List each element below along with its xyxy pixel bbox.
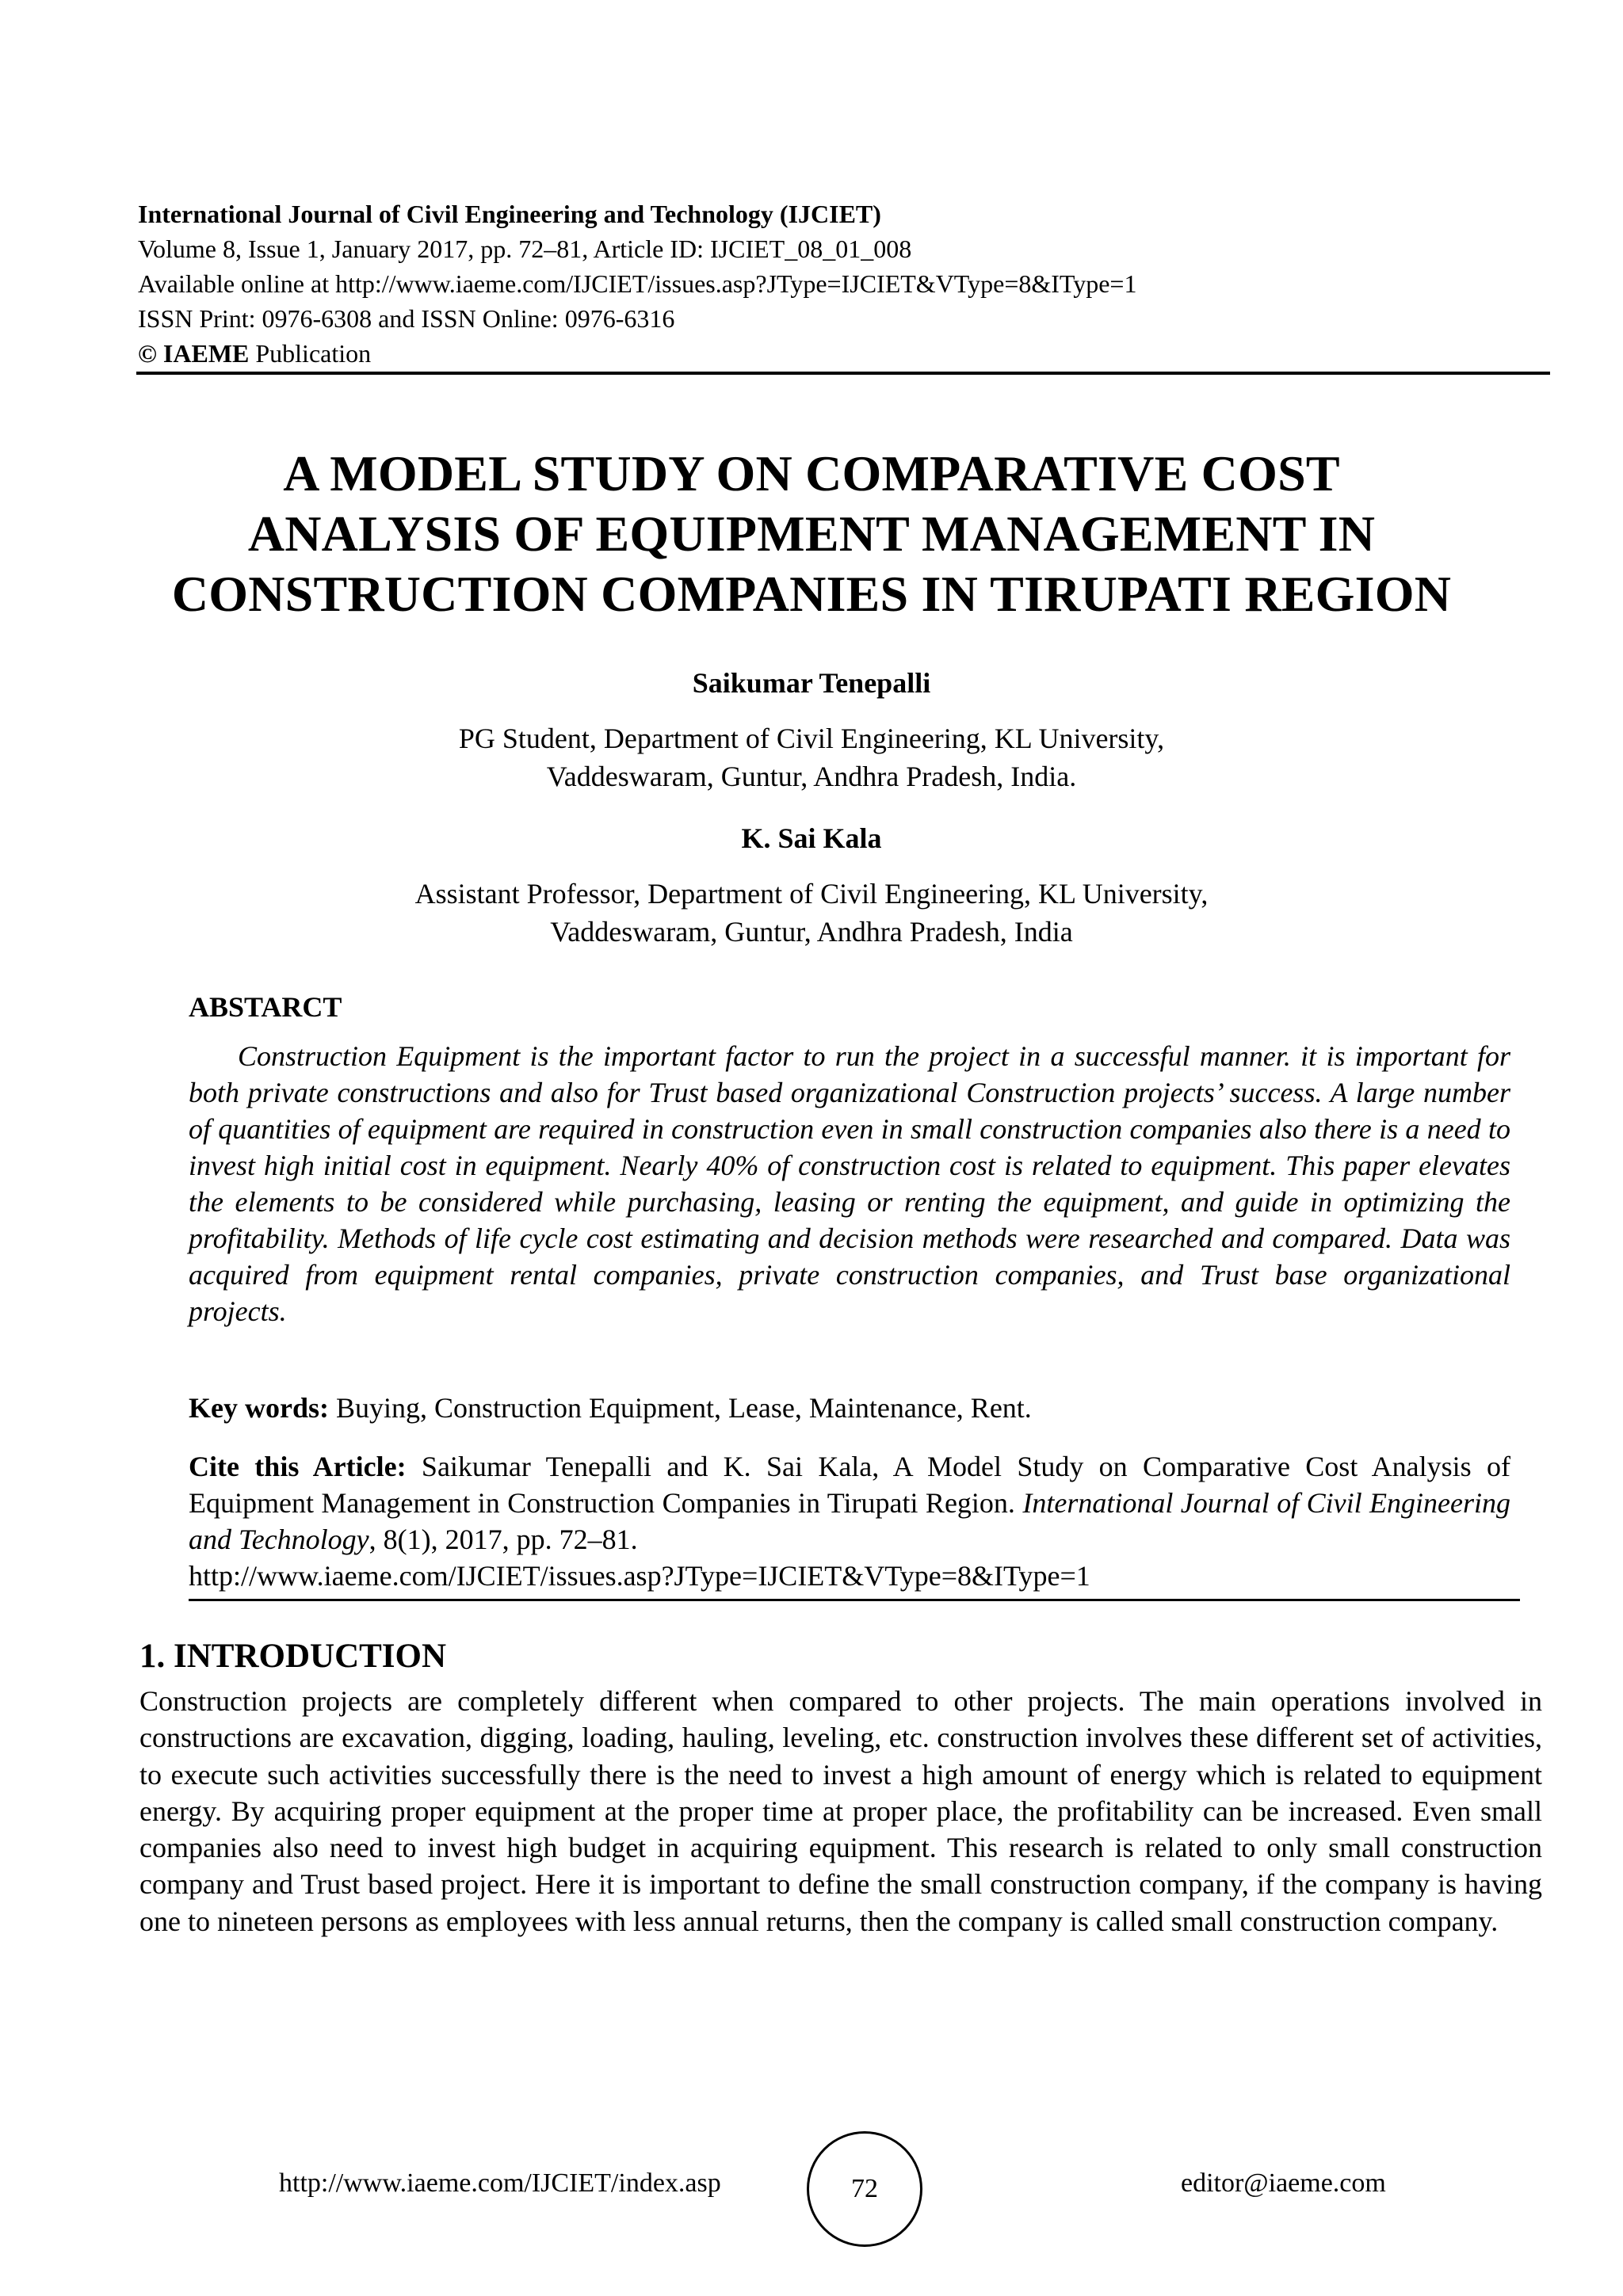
cite-label: Cite this Article: [189,1451,407,1482]
author-name: Saikumar Tenepalli [692,667,931,699]
author-affiliation-line-2: Vaddeswaram, Guntur, Andhra Pradesh, India. [546,761,1077,792]
cite-this-article [189,1448,1510,1558]
journal-header [138,196,1533,371]
journal-name: International Journal of Civil Engineering and Technology (IJCIET) [138,200,881,228]
author-name: K. Sai Kala [741,822,882,854]
header-divider [136,372,1550,375]
footer-email-link[interactable]: editor@iaeme.com [1181,2168,1386,2198]
cite-url-link[interactable]: http://www.iaeme.com/IJCIET/issues.asp?JType=IJCIET&VType=8&IType=1 [189,1560,1090,1592]
paper-title [95,444,1528,624]
title-line-2: ANALYSIS OF EQUIPMENT MANAGEMENT IN [247,505,1376,562]
publisher-name: IAEME [162,339,250,368]
issn-line: ISSN Print: 0976-6308 and ISSN Online: 0976-6316 [138,304,675,333]
publisher-suffix: Publication [249,339,372,368]
copyright-symbol: © [138,339,157,368]
footer-url-link[interactable]: http://www.iaeme.com/IJCIET/index.asp [279,2168,721,2198]
page-number: 72 [851,2174,878,2203]
introduction-body: Construction projects are completely different when compared to other projects. The main operations involved in constructions are excavation, digging, loading, hauling, leveling, etc. construction involves these different set of activities, to execute such activities successfully there is the need to invest a high amount of energy which is related to equipment energy. By acquiring proper equipment at the proper time at proper place, the profitability can be increased. Even small companies also need to invest high budget in acquiring equipment. This research is related to only small construction company and Trust based project. Here it is important to define the small construction company, if the company is having one to nineteen persons as employees with less annual returns, then the company is called small construction company. [139,1685,1542,1937]
cite-journal: International Journal of Civil Engineering and Technology [189,1487,1511,1555]
author-affiliation-line-1: Assistant Professor, Department of Civil Engineering, KL University, [414,878,1209,910]
author-affiliation-line-2: Vaddeswaram, Guntur, Andhra Pradesh, India [550,916,1073,948]
keywords-text: Buying, Construction Equipment, Lease, Maintenance, Rent. [328,1392,1032,1424]
cite-text-after: , 8(1), 2017, pp. 72–81. [369,1524,638,1555]
title-line-3: CONSTRUCTION COMPANIES IN TIRUPATI REGION [171,566,1452,622]
title-line-1: A MODEL STUDY ON COMPARATIVE COST [283,445,1340,502]
author-affiliation-line-1: PG Student, Department of Civil Engineering, KL University, [458,723,1165,754]
cite-divider [189,1599,1520,1601]
author-block-1 [95,664,1528,795]
available-online-line: Available online at http://www.iaeme.com/IJCIET/issues.asp?JType=IJCIET&VType=8&IType=1 [138,269,1137,298]
author-block-2 [95,819,1528,951]
volume-line: Volume 8, Issue 1, January 2017, pp. 72–81, Article ID: IJCIET_08_01_008 [138,235,912,263]
publisher-line [138,336,1533,371]
page-number-circle [807,2131,922,2247]
keywords [189,1390,1510,1426]
keywords-label: Key words: [189,1392,329,1424]
introduction-heading: 1. INTRODUCTION [139,1638,447,1675]
abstract-heading: ABSTARCT [189,991,342,1023]
cite-text: Saikumar Tenepalli and K. Sai Kala, A Model Study on Comparative Cost Analysis of Equipment Management in Construction Companies in Tirupati Region. [189,1451,1510,1519]
abstract-body: Construction Equipment is the important factor to run the project in a successful manner. it is important for both private constructions and also for Trust based organizational Construction projects’ success. A large number of quantities of equipment are required in construction even in small construction companies also there is a need to invest high initial cost in equipment. Nearly 40% of construction cost is related to equipment. This paper elevates the elements to be considered while purchasing, leasing or renting the equipment, and guide in optimizing the profitability. Methods of life cycle cost estimating and decision methods were researched and compared. Data was acquired from equipment rental companies, private construction companies, and Trust base organizational projects. [189,1040,1510,1327]
